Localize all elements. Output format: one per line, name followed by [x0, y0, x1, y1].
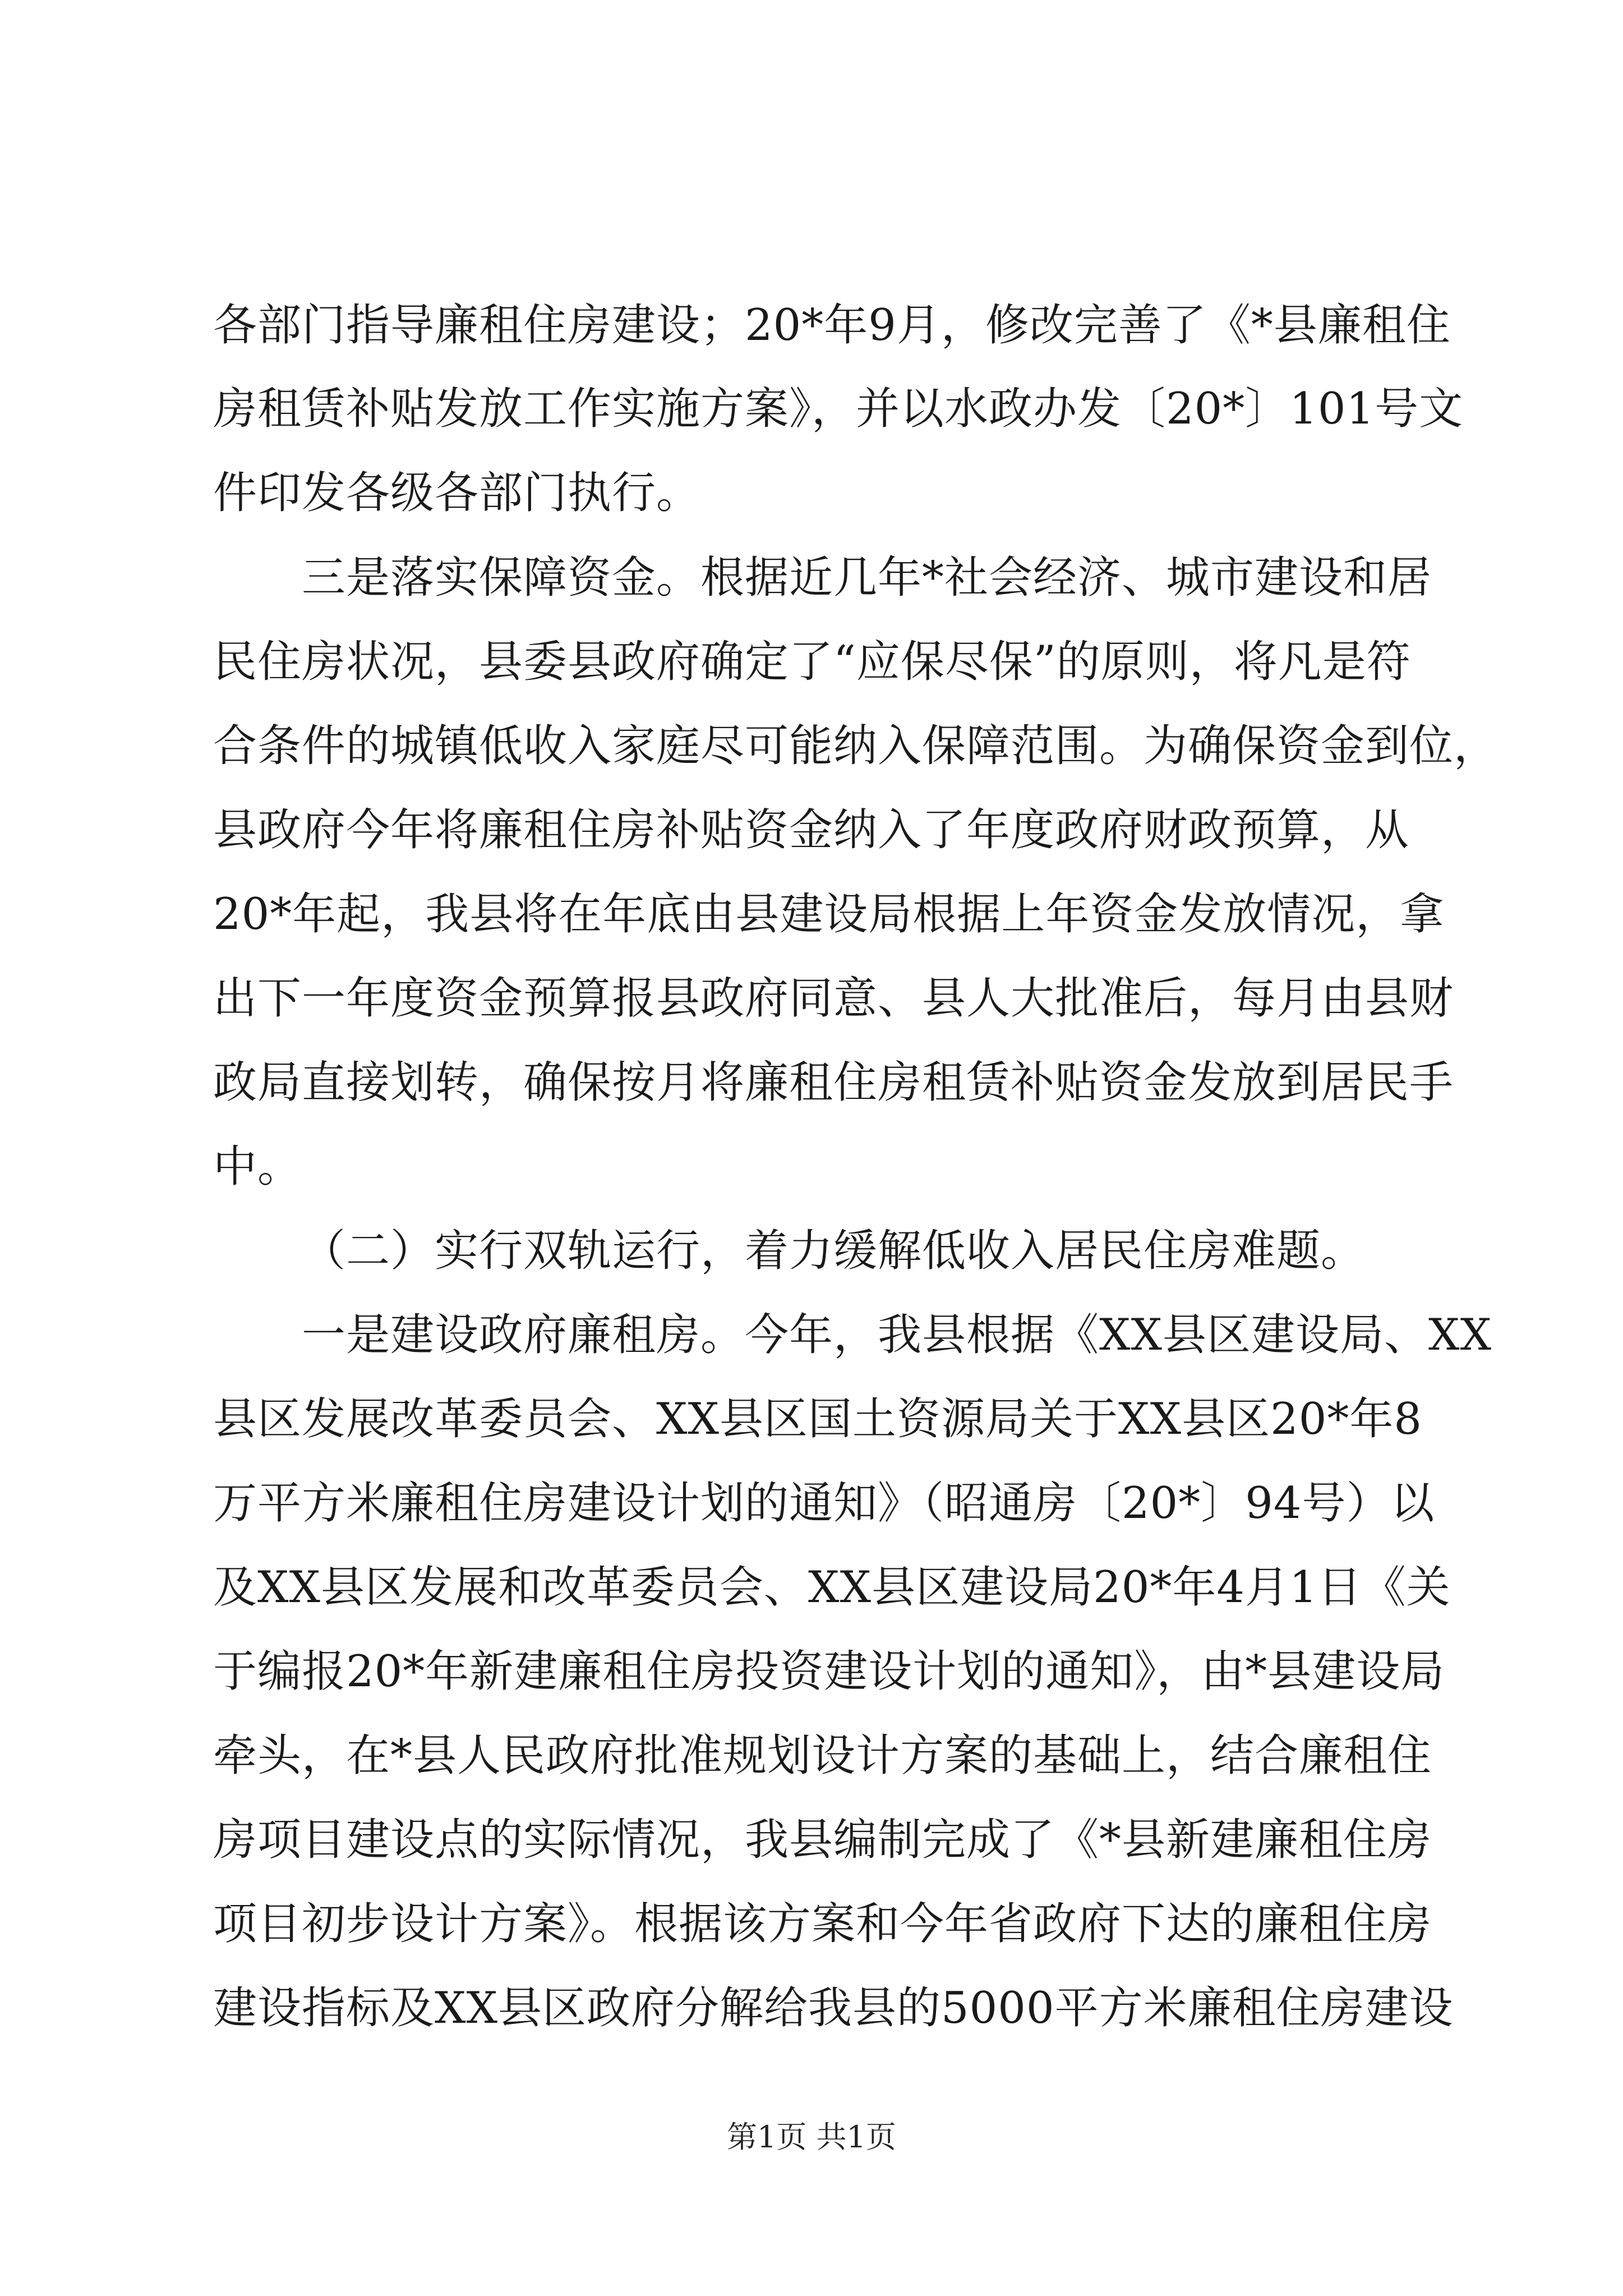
text-line-16: 及XX县区发展和改革委员会、XX县区建设局20*年4月1日《关: [213, 1562, 1451, 1613]
section-heading: （二）实行双轨运行，着力缓解低收入居民住房难题。: [302, 1226, 1366, 1276]
text-line-9: 出下一年度资金预算报县政府同意、县人大批准后，每月由县财: [213, 973, 1454, 1024]
text-line-6: 合条件的城镇低收入家庭尽可能纳入保障范围。为确保资金到位，: [213, 721, 1498, 771]
text-line-7: 县政府今年将廉租住房补贴资金纳入了年度政府财政预算，从: [213, 805, 1410, 855]
text-line-8: 20*年起，我县将在年底由县建设局根据上年资金发放情况，拿: [213, 889, 1445, 940]
page-number-footer: 第1页 共1页: [727, 2119, 896, 2155]
text-line-2: 房租赁补贴发放工作实施方案》，并以水政办发〔20*〕101号文: [213, 384, 1464, 434]
paragraph-3-line-1: 三是落实保障资金。根据近几年*社会经济、城市建设和居: [302, 553, 1432, 603]
text-line-19: 房项目建设点的实际情况，我县编制完成了《*县新建廉租住房: [213, 1815, 1432, 1865]
text-line-5: 民住房状况，县委县政府确定了“应保尽保”的原则，将凡是符: [213, 637, 1411, 687]
text-line-10: 政局直接划转，确保按月将廉租住房租赁补贴资金发放到居民手: [213, 1057, 1454, 1108]
text-line-17: 于编报20*年新建廉租住房投资建设计划的通知》，由*县建设局: [213, 1646, 1445, 1697]
text-line-21: 建设指标及XX县区政府分解给我县的5000平方米廉租住房建设: [213, 1983, 1454, 2033]
text-line-11: 中。: [213, 1142, 302, 1192]
text-line-18: 牵头，在*县人民政府批准规划设计方案的基础上，结合廉租住: [213, 1731, 1432, 1781]
paragraph-5-line-1: 一是建设政府廉租房。今年，我县根据《XX县区建设局、XX: [302, 1310, 1492, 1360]
text-line-3: 件印发各级各部门执行。: [213, 468, 701, 518]
text-line-15: 万平方米廉租住房建设计划的通知》（昭通房〔20*〕94号）以: [213, 1478, 1435, 1529]
text-line-14: 县区发展改革委员会、XX县区国土资源局关于XX县区20*年8: [213, 1394, 1422, 1444]
text-line-20: 项目初步设计方案》。根据该方案和今年省政府下达的廉租住房: [213, 1899, 1432, 1949]
text-line-1: 各部门指导廉租住房建设；20*年9月，修改完善了《*县廉租住: [213, 300, 1451, 351]
